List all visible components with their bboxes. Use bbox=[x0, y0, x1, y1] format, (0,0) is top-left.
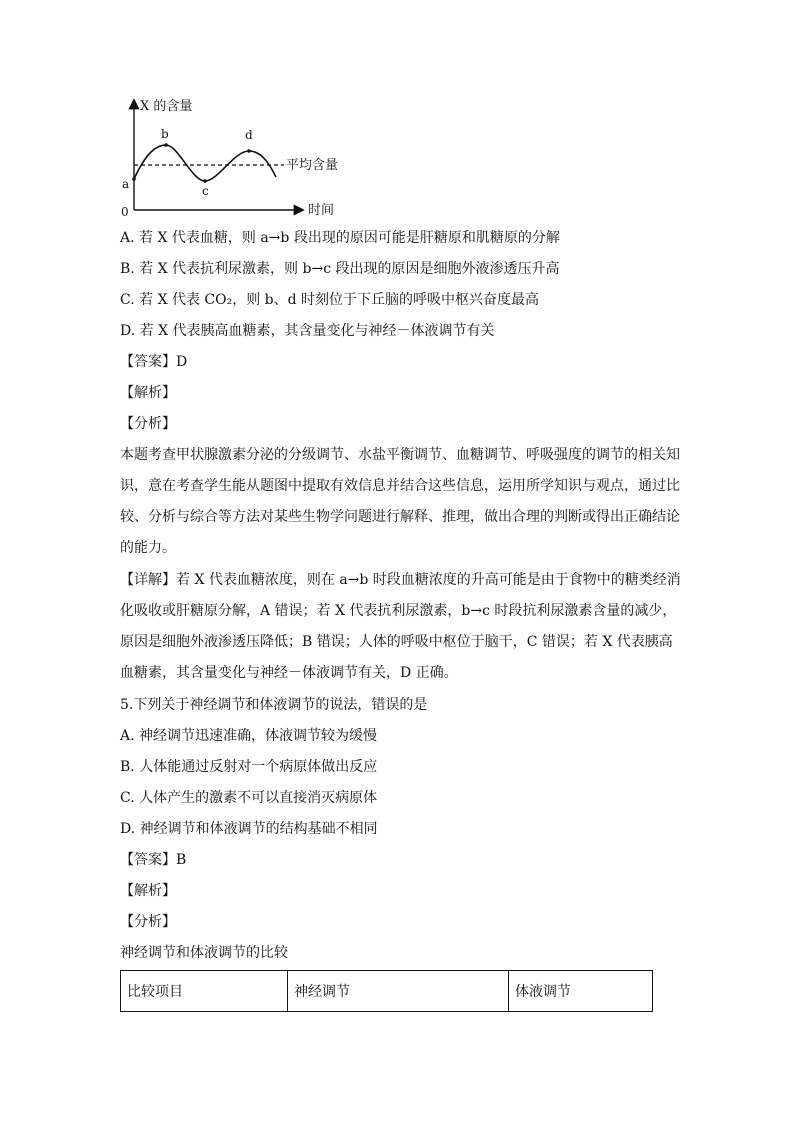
q4-detail-line: 血糖素，其含量变化与神经－体液调节有关，D 正确。 bbox=[120, 665, 458, 681]
q5-option-c: C. 人体产生的激素不可以直接消灭病原体 bbox=[120, 790, 378, 806]
q4-detail-line: 原因是细胞外液渗透压降低；B 错误；人体的呼吸中枢位于脑干，C 错误；若 X 代表胰高 bbox=[120, 634, 673, 650]
table-header-cell: 体液调节 bbox=[509, 971, 653, 1012]
point-a-label: a bbox=[122, 177, 130, 191]
point-b-mark bbox=[164, 143, 168, 147]
q5-option-d: D. 神经调节和体液调节的结构基础不相同 bbox=[120, 821, 378, 837]
point-c-label: c bbox=[202, 184, 209, 198]
point-b-label: b bbox=[161, 127, 169, 141]
q4-fenxi-heading: 【分析】 bbox=[120, 416, 176, 432]
q4-analysis-line: 的能力。 bbox=[120, 540, 176, 556]
content-curve-figure bbox=[112, 95, 362, 225]
q4-analysis-line: 识，意在考查学生能从题图中提取有效信息并结合这些信息，运用所学知识与观点，通过比 bbox=[120, 478, 680, 494]
comparison-table bbox=[120, 970, 653, 1012]
q5-stem: 5.下列关于神经调节和体液调节的说法，错误的是 bbox=[120, 697, 428, 713]
q4-detail-paragraph bbox=[120, 565, 680, 689]
q4-answer: 【答案】D bbox=[120, 354, 188, 370]
table-header-cell: 比较项目 bbox=[121, 971, 288, 1012]
content-curve bbox=[134, 145, 276, 181]
q4-option-b: B. 若 X 代表抗利尿激素，则 b→c 段出现的原因是细胞外液渗透压升高 bbox=[120, 261, 560, 277]
q4-option-a: A. 若 X 代表血糖，则 a→b 段出现的原因可能是肝糖原和肌糖原的分解 bbox=[120, 230, 560, 246]
q4-analysis-paragraph bbox=[120, 440, 680, 564]
q4-jiexi-heading: 【解析】 bbox=[120, 385, 176, 401]
point-a-mark bbox=[132, 177, 136, 181]
point-d-label: d bbox=[245, 128, 253, 142]
average-label: 平均含量 bbox=[286, 158, 339, 173]
point-c-mark bbox=[203, 179, 207, 183]
q4-detail-line: 化吸收或肝糖原分解，A 错误；若 X 代表抗利尿激素，b→c 时段抗利尿激素含量的减少， bbox=[120, 603, 677, 619]
point-d-mark bbox=[247, 149, 251, 153]
q4-option-d: D. 若 X 代表胰高血糖素，其含量变化与神经－体液调节有关 bbox=[120, 323, 495, 339]
q5-option-a: A. 神经调节迅速准确，体液调节较为缓慢 bbox=[120, 728, 378, 744]
q4-detail-line: 【详解】若 X 代表血糖浓度，则在 a→b 时段血糖浓度的升高可能是由于食物中的糖类经消 bbox=[120, 572, 681, 588]
q5-option-b: B. 人体能通过反射对一个病原体做出反应 bbox=[120, 759, 378, 775]
q5-answer: 【答案】B bbox=[120, 852, 187, 868]
x-axis-label: 时间 bbox=[308, 203, 335, 218]
q5-fenxi-heading: 【分析】 bbox=[120, 914, 176, 930]
origin-label: 0 bbox=[121, 205, 129, 219]
table-header-row bbox=[121, 971, 653, 1012]
q4-analysis-line: 本题考查甲状腺激素分泌的分级调节、水盐平衡调节、血糖调节、呼吸强度的调节的相关知 bbox=[120, 447, 680, 463]
curve-graph bbox=[112, 95, 362, 225]
y-axis-label: X 的含量 bbox=[140, 99, 193, 114]
q4-option-c: C. 若 X 代表 CO₂，则 b、d 时刻位于下丘脑的呼吸中枢兴奋度最高 bbox=[120, 292, 540, 308]
q5-jiexi-heading: 【解析】 bbox=[120, 883, 176, 899]
q5-compare-title: 神经调节和体液调节的比较 bbox=[120, 945, 288, 961]
q4-analysis-line: 较、分析与综合等方法对某些生物学问题进行解释、推理，做出合理的判断或得出正确结论 bbox=[120, 509, 680, 525]
table-header-cell: 神经调节 bbox=[288, 971, 509, 1012]
